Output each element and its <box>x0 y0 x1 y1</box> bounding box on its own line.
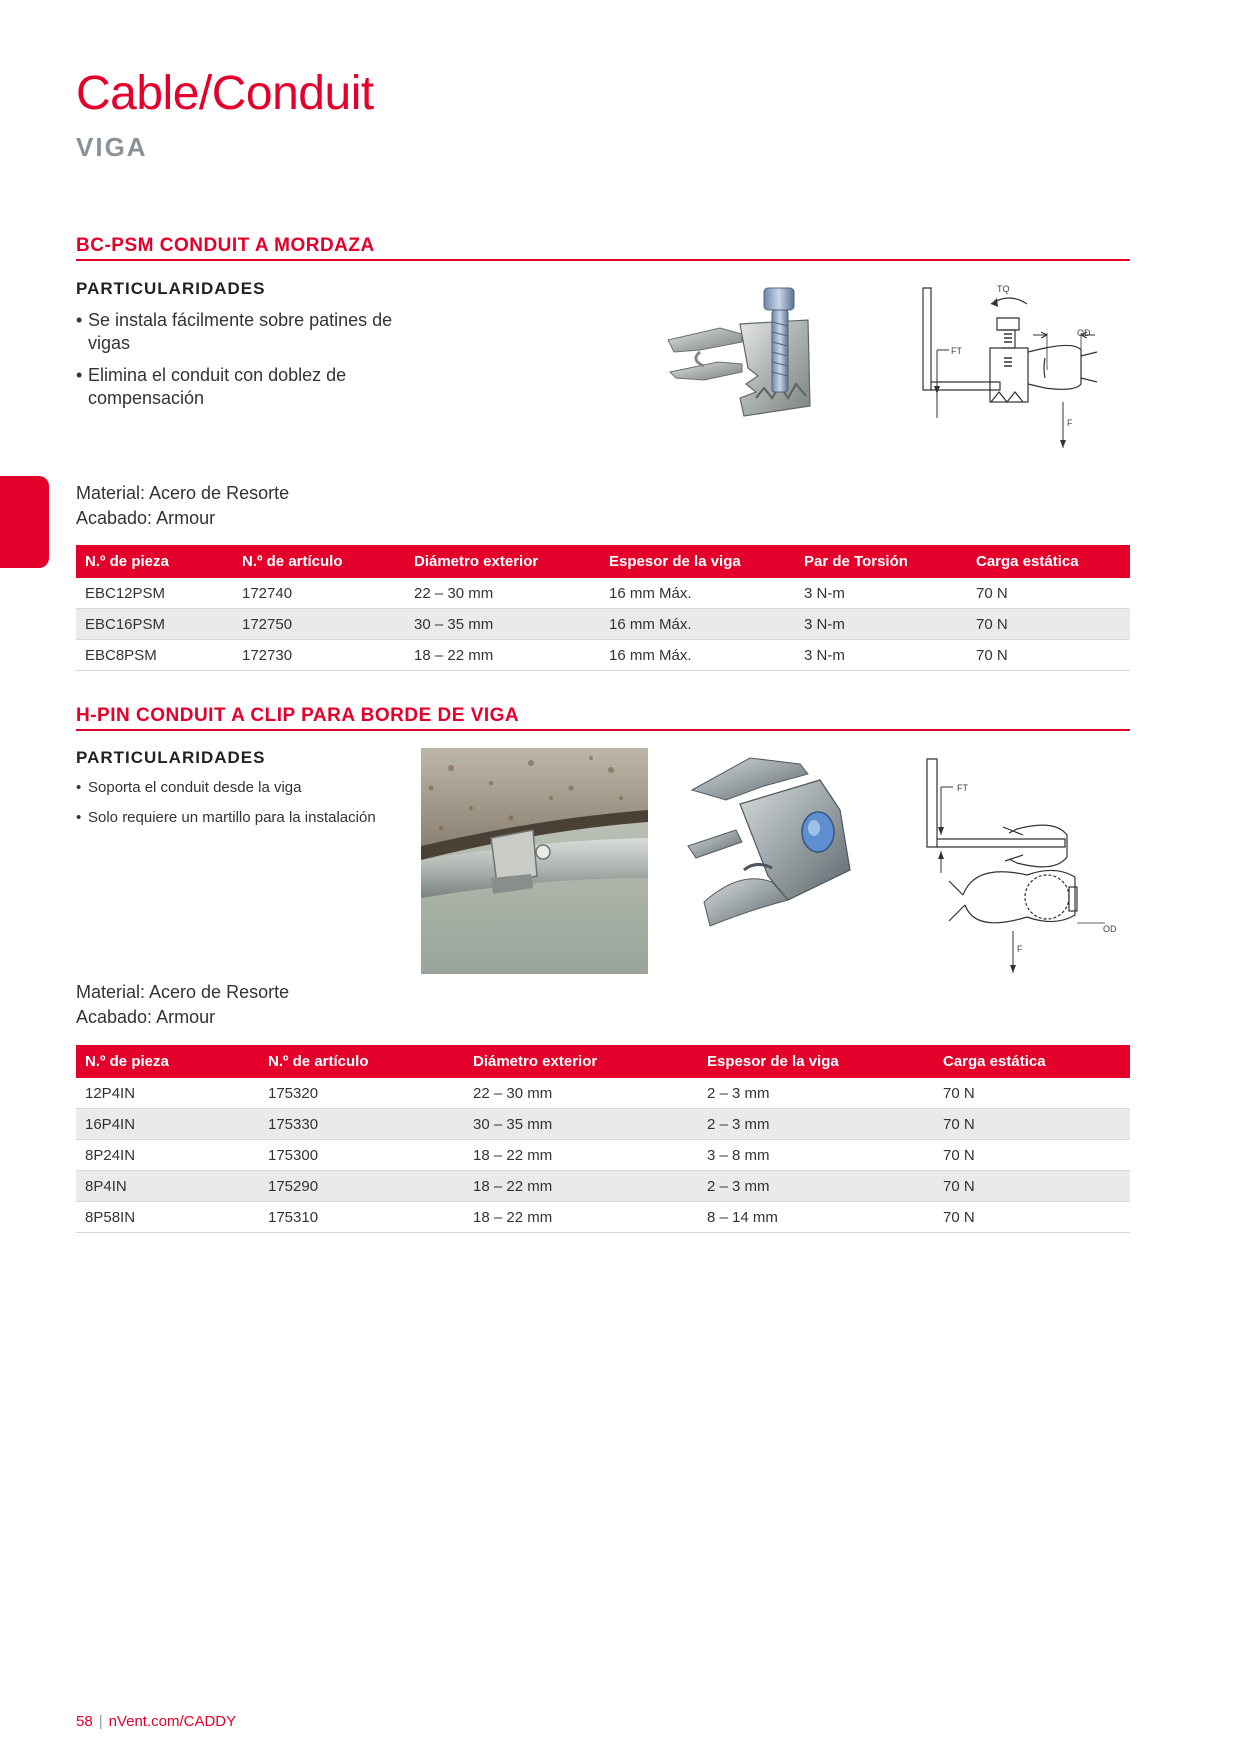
feature-item: • Soporta el conduit desde la viga <box>76 778 416 797</box>
section1-rule <box>76 259 1130 261</box>
table-cell: 8 – 14 mm <box>698 1202 934 1233</box>
table-cell: 18 – 22 mm <box>464 1202 698 1233</box>
section1-features-title: PARTICULARIDADES <box>76 279 266 298</box>
table-cell: 18 – 22 mm <box>405 640 600 671</box>
table-header-row <box>76 1045 1130 1078</box>
hpin-technical-drawing <box>905 755 1125 980</box>
drawing-label-ft: FT <box>957 783 968 793</box>
table-cell: 8P58IN <box>76 1202 259 1233</box>
footer-separator: | <box>98 1713 103 1730</box>
table-row <box>76 1140 1130 1171</box>
table-cell: 175310 <box>259 1202 464 1233</box>
table-cell: 175320 <box>259 1078 464 1109</box>
table-cell: 16 mm Máx. <box>600 578 795 609</box>
section2-finish: Acabado: Armour <box>76 1007 216 1027</box>
table-cell: 2 – 3 mm <box>698 1109 934 1140</box>
section1-heading: BC-PSM CONDUIT A MORDAZA <box>76 235 375 256</box>
table-cell: EBC16PSM <box>76 609 233 640</box>
col-header: Espesor de la viga <box>698 1045 934 1078</box>
drawing-label-ft: FT <box>951 346 962 356</box>
table-row <box>76 578 1130 609</box>
section2-material: Material: Acero de Resorte <box>76 982 290 1002</box>
table-cell: 70 N <box>934 1171 1130 1202</box>
section1-finish: Acabado: Armour <box>76 508 216 528</box>
page-title: Cable/Conduit <box>76 67 374 120</box>
table-cell: 18 – 22 mm <box>464 1171 698 1202</box>
section2-spec-table <box>76 1045 1130 1233</box>
table-cell: 30 – 35 mm <box>405 609 600 640</box>
table-cell: 16 mm Máx. <box>600 640 795 671</box>
table-row <box>76 1078 1130 1109</box>
table-cell: 30 – 35 mm <box>464 1109 698 1140</box>
bcpsm-product-image <box>660 280 870 430</box>
col-header: Diámetro exterior <box>464 1045 698 1078</box>
table-cell: 175330 <box>259 1109 464 1140</box>
feature-item: • Elimina el conduit con doblez de compensación <box>76 364 406 410</box>
drawing-label-f: F <box>1017 944 1023 954</box>
table-row <box>76 1202 1130 1233</box>
col-header: N.º de pieza <box>76 545 233 578</box>
table-cell: 70 N <box>967 578 1130 609</box>
table-cell: 70 N <box>934 1140 1130 1171</box>
hpin-installation-photo <box>421 748 648 974</box>
col-header: N.º de artículo <box>259 1045 464 1078</box>
table-cell: 16P4IN <box>76 1109 259 1140</box>
table-cell: 22 – 30 mm <box>405 578 600 609</box>
table-cell: 175300 <box>259 1140 464 1171</box>
table-cell: 172730 <box>233 640 405 671</box>
page-number: 58 <box>76 1713 93 1730</box>
col-header: Espesor de la viga <box>600 545 795 578</box>
table-cell: 3 N-m <box>795 578 967 609</box>
section2-feature-list <box>76 778 416 838</box>
page-footer <box>76 1713 236 1730</box>
table-cell: 172750 <box>233 609 405 640</box>
section2-heading: H-PIN CONDUIT A CLIP PARA BORDE DE VIGA <box>76 705 520 726</box>
section1-spec-table <box>76 545 1130 671</box>
table-cell: 70 N <box>934 1078 1130 1109</box>
col-header: N.º de artículo <box>233 545 405 578</box>
col-header: Carga estática <box>967 545 1130 578</box>
table-cell: 22 – 30 mm <box>464 1078 698 1109</box>
table-header-row <box>76 545 1130 578</box>
drawing-label-tq: TQ <box>997 284 1010 294</box>
feature-item: • Solo requiere un martillo para la instalación <box>76 808 416 827</box>
table-cell: 3 N-m <box>795 640 967 671</box>
table-cell: 2 – 3 mm <box>698 1171 934 1202</box>
table-cell: 70 N <box>934 1202 1130 1233</box>
drawing-label-od: OD <box>1077 328 1091 338</box>
table-cell: 70 N <box>967 640 1130 671</box>
drawing-label-f: F <box>1067 418 1073 428</box>
col-header: Diámetro exterior <box>405 545 600 578</box>
section1-feature-list <box>76 309 406 419</box>
bcpsm-technical-drawing <box>905 278 1120 448</box>
drawing-label-od: OD <box>1103 924 1117 934</box>
section1-material: Material: Acero de Resorte <box>76 483 290 503</box>
table-cell: 3 – 8 mm <box>698 1140 934 1171</box>
table-cell: 16 mm Máx. <box>600 609 795 640</box>
table-cell: 12P4IN <box>76 1078 259 1109</box>
section2-features-title: PARTICULARIDADES <box>76 748 266 767</box>
col-header: N.º de pieza <box>76 1045 259 1078</box>
page-subtitle: VIGA <box>76 132 148 162</box>
table-cell: EBC8PSM <box>76 640 233 671</box>
table-row <box>76 640 1130 671</box>
footer-site-link[interactable]: nVent.com/CADDY <box>108 1713 237 1730</box>
table-cell: 8P4IN <box>76 1171 259 1202</box>
table-row <box>76 1109 1130 1140</box>
feature-item: • Se instala fácilmente sobre patines de vigas <box>76 309 406 355</box>
table-cell: 3 N-m <box>795 609 967 640</box>
col-header: Carga estática <box>934 1045 1130 1078</box>
col-header: Par de Torsión <box>795 545 967 578</box>
table-cell: 70 N <box>967 609 1130 640</box>
table-row <box>76 609 1130 640</box>
table-cell: 2 – 3 mm <box>698 1078 934 1109</box>
table-cell: 18 – 22 mm <box>464 1140 698 1171</box>
table-cell: EBC12PSM <box>76 578 233 609</box>
hpin-product-image <box>680 750 880 940</box>
table-cell: 70 N <box>934 1109 1130 1140</box>
table-cell: 175290 <box>259 1171 464 1202</box>
table-cell: 172740 <box>233 578 405 609</box>
table-cell: 8P24IN <box>76 1140 259 1171</box>
section2-rule <box>76 729 1130 731</box>
section-tab-marker <box>0 476 49 568</box>
table-row <box>76 1171 1130 1202</box>
